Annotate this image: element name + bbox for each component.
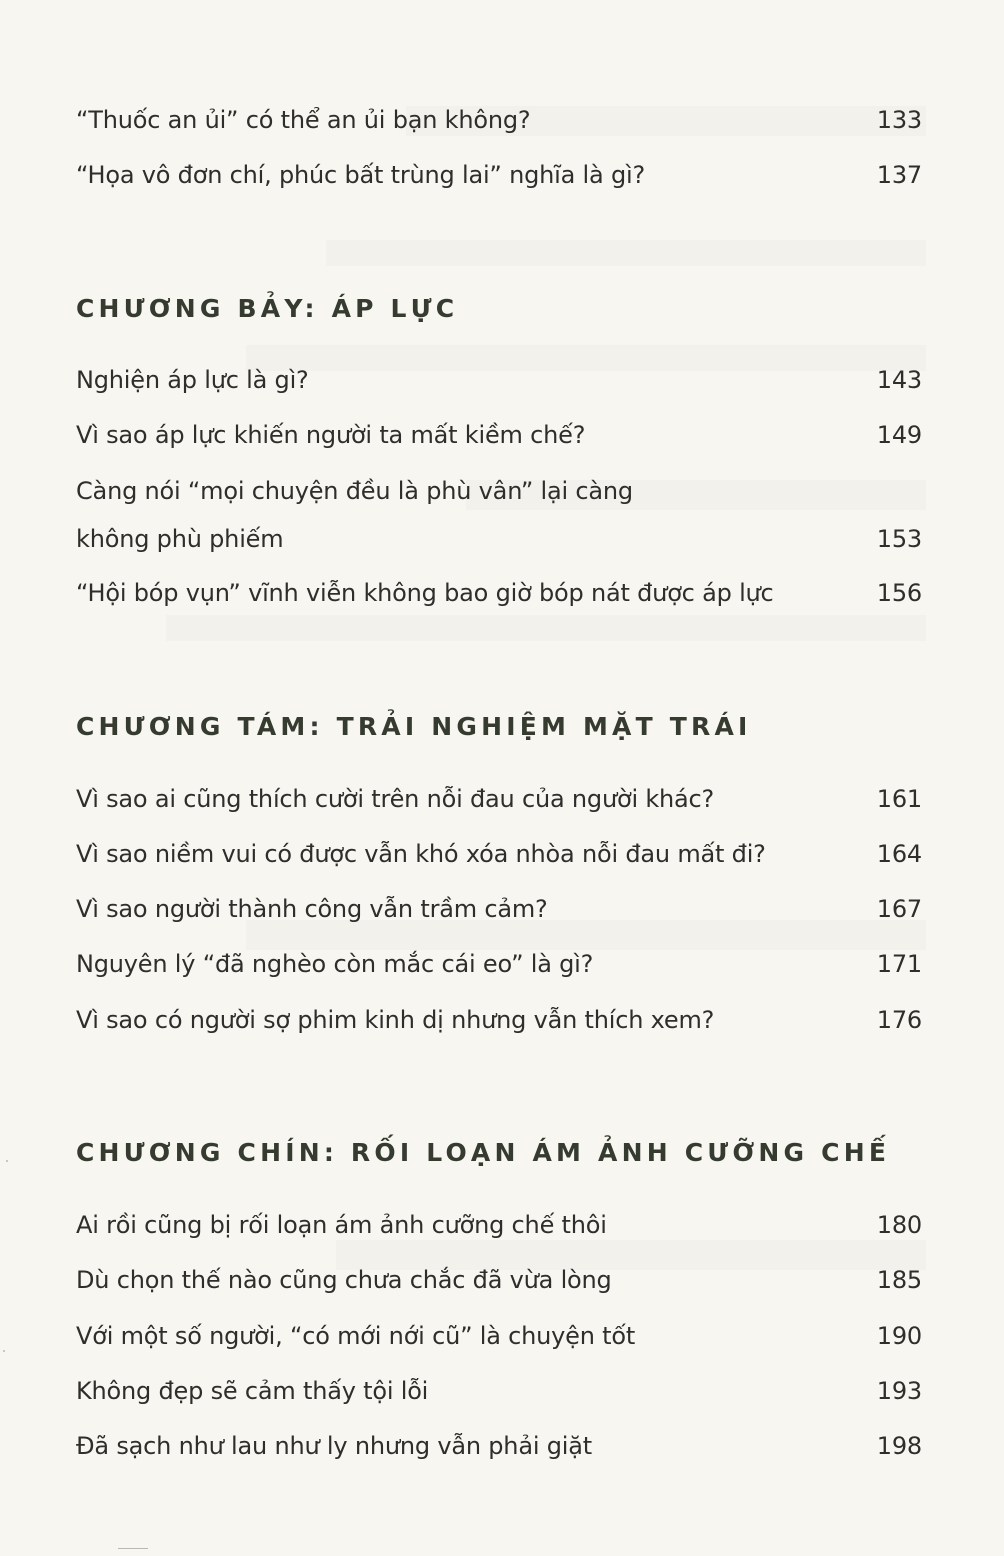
toc-entry-title-continued: không phù phiếm <box>76 525 284 553</box>
toc-entry-title: Vì sao niềm vui có được vẫn khó xóa nhòa nỗi đau mất đi? <box>76 840 766 868</box>
toc-entry[interactable] <box>76 104 922 136</box>
toc-entry-title: Đã sạch như lau như ly nhưng vẫn phải giặt <box>76 1432 592 1460</box>
toc-entry-title: Với một số người, “có mới nới cũ” là chuyện tốt <box>76 1322 636 1350</box>
toc-entry-page: 185 <box>876 1266 922 1294</box>
toc-entry-page: 180 <box>876 1211 922 1239</box>
toc-entry[interactable] <box>76 159 922 191</box>
toc-entry-title: “Họa vô đơn chí, phúc bất trùng lai” nghĩa là gì? <box>76 161 646 189</box>
paper-mark <box>3 1350 5 1352</box>
toc-entry[interactable] <box>76 1320 922 1352</box>
toc-entry[interactable] <box>76 1209 922 1241</box>
toc-entry-title: Vì sao người thành công vẫn trầm cảm? <box>76 895 548 923</box>
toc-entry[interactable] <box>76 893 922 925</box>
toc-entry[interactable] <box>76 364 922 396</box>
chapter-heading: CHƯƠNG TÁM: TRẢI NGHIỆM MẶT TRÁI <box>76 712 752 741</box>
toc-entry-page: 133 <box>876 106 922 134</box>
chapter-heading: CHƯƠNG CHÍN: RỐI LOẠN ÁM ẢNH CƯỠNG CHẾ <box>76 1138 891 1167</box>
toc-entry-title: “Hội bóp vụn” vĩnh viễn không bao giờ bóp nát được áp lực <box>76 579 774 607</box>
chapter-heading: CHƯƠNG BẢY: ÁP LỰC <box>76 294 459 323</box>
toc-entry-title: “Thuốc an ủi” có thể an ủi bạn không? <box>76 106 531 134</box>
toc-entry-page: 137 <box>876 161 922 189</box>
toc-entry[interactable] <box>76 475 922 555</box>
toc-entry[interactable] <box>76 838 922 870</box>
toc-entry-title: Nguyên lý “đã nghèo còn mắc cái eo” là gì? <box>76 950 594 978</box>
toc-entry[interactable] <box>76 577 922 609</box>
toc-entry-page: 198 <box>876 1432 922 1460</box>
paper-mark <box>118 1548 148 1549</box>
toc-entry[interactable] <box>76 419 922 451</box>
toc-entry-page: 153 <box>876 525 922 553</box>
toc-entry-title: Dù chọn thế nào cũng chưa chắc đã vừa lòng <box>76 1266 612 1294</box>
paper-mark <box>6 1160 8 1162</box>
toc-entry-title: Vì sao có người sợ phim kinh dị nhưng vẫn thích xem? <box>76 1006 715 1034</box>
toc-entry[interactable] <box>76 783 922 815</box>
toc-entry[interactable] <box>76 1375 922 1407</box>
toc-entry-page: 143 <box>876 366 922 394</box>
toc-entry-title: Nghiện áp lực là gì? <box>76 366 309 394</box>
toc-entry-page: 176 <box>876 1006 922 1034</box>
toc-entry-page: 161 <box>876 785 922 813</box>
toc-entry-title: Càng nói “mọi chuyện đều là phù vân” lại càng <box>76 477 633 505</box>
toc-entry-page: 149 <box>876 421 922 449</box>
toc-entry-page: 164 <box>876 840 922 868</box>
toc-entry-title: Không đẹp sẽ cảm thấy tội lỗi <box>76 1377 429 1405</box>
toc-entry-title: Vì sao áp lực khiến người ta mất kiềm chế? <box>76 421 586 449</box>
toc-entry-page: 193 <box>876 1377 922 1405</box>
toc-entry[interactable] <box>76 1004 922 1036</box>
toc-entry-page: 171 <box>876 950 922 978</box>
toc-entry-page: 167 <box>876 895 922 923</box>
toc-entry-page: 156 <box>876 579 922 607</box>
toc-entry[interactable] <box>76 1430 922 1462</box>
toc-entry[interactable] <box>76 1264 922 1296</box>
toc-entry[interactable] <box>76 948 922 980</box>
toc-entry-title: Vì sao ai cũng thích cười trên nỗi đau của người khác? <box>76 785 715 813</box>
toc-entry-page: 190 <box>876 1322 922 1350</box>
toc-entry-title: Ai rồi cũng bị rối loạn ám ảnh cưỡng chế thôi <box>76 1211 607 1239</box>
